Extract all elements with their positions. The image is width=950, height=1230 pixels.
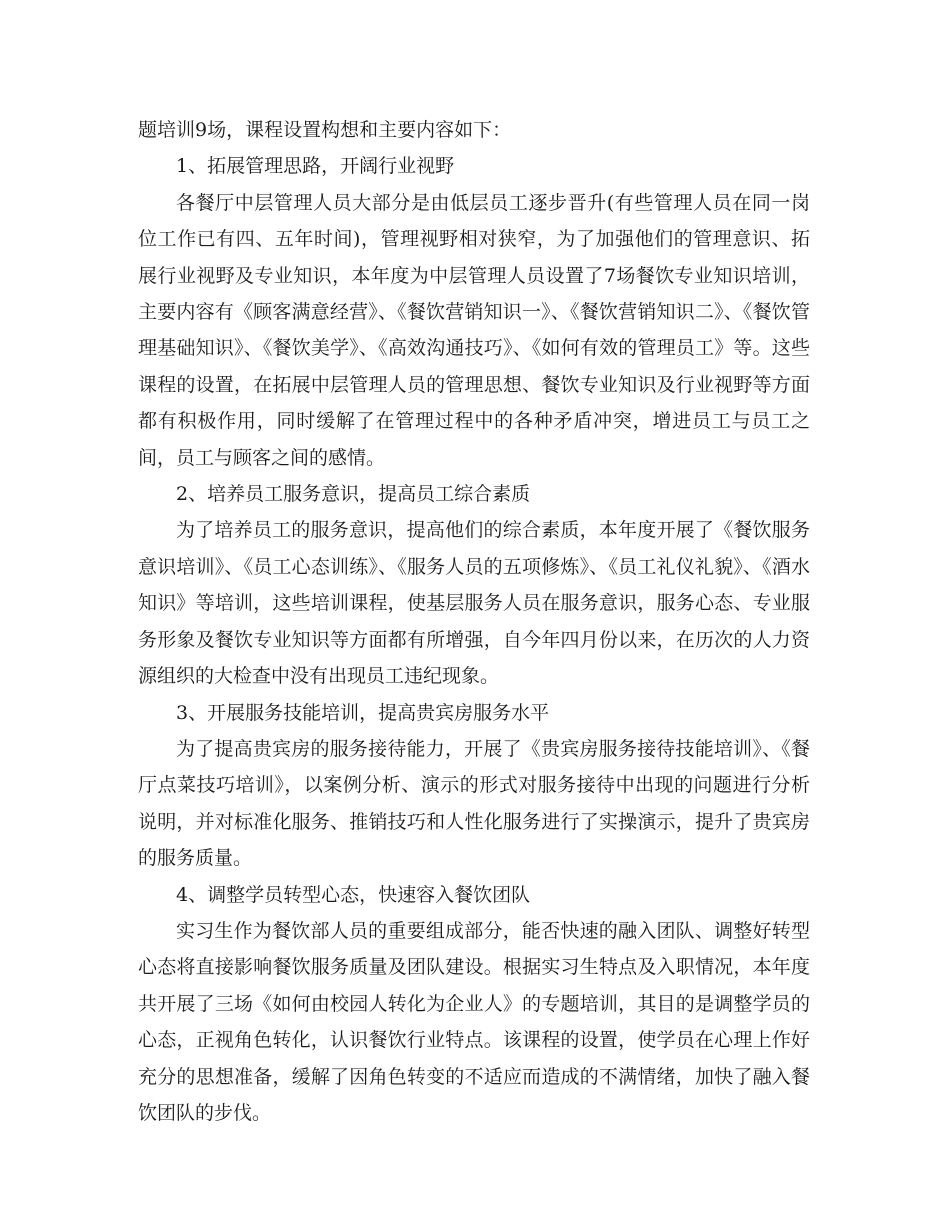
paragraph-section-3: 为了提高贵宾房的服务接待能力，开展了《贵宾房服务接待技能培训》、《餐厅点菜技巧培训》，以案例分析、演示的形式对服务接待中出现的问题进行分析说明，并对标准化服务、推销技巧和人性化服务进行了实操演示，提升了贵宾房的服务质量。 xyxy=(138,737,810,870)
paragraph-intro-continuation: 题培训9场，课程设置构想和主要内容如下： xyxy=(138,119,512,141)
section-heading-3: 3、开展服务技能培训，提高贵宾房服务水平 xyxy=(176,701,550,724)
section-heading-2: 2、培养员工服务意识，提高员工综合素质 xyxy=(176,483,531,506)
paragraph-section-4: 实习生作为餐饮部人员的重要组成部分，能否快速的融入团队、调整好转型心态将直接影响餐饮服务质量及团队建设。根据实习生特点及入职情况，本年度共开展了三场《如何由校园人转化为企业人》的专题培训，其目的是调整学员的心态，正视角色转化，认识餐饮行业特点。该课程的设置，使学员在心理上作好充分的思想准备，缓解了因角色转变的不适应而造成的不满情绪，加快了融入餐饮团队的步伐。 xyxy=(138,919,810,1124)
paragraph-section-2: 为了培养员工的服务意识，提高他们的综合素质，本年度开展了《餐饮服务意识培训》、《员工心态训练》、《服务人员的五项修炼》、《员工礼仪礼貌》、《酒水知识》等培训，这些培训课程，使基层服务人员在服务意识，服务心态、专业服务形象及餐饮专业知识等方面都有所增强，自今年四月份以来，在历次的人力资源组织的大检查中没有出现员工违纪现象。 xyxy=(138,519,810,688)
paragraph-section-1: 各餐厅中层管理人员大部分是由低层员工逐步晋升(有些管理人员在同一岗位工作已有四、五年时间)，管理视野相对狭窄，为了加强他们的管理意识、拓展行业视野及专业知识，本年度为中层管理人员设置了7场餐饮专业知识培训，主要内容有《顾客满意经营》、《餐饮营销知识一》、《餐饮营销知识二》、《餐饮管理基础知识》、《餐饮美学》、《高效沟通技巧》、《如何有效的管理员工》等。这些课程的设置，在拓展中层管理人员的管理思想、餐饮专业知识及行业视野等方面都有积极作用，同时缓解了在管理过程中的各种矛盾冲突，增进员工与员工之间，员工与顾客之间的感情。 xyxy=(138,191,810,469)
section-heading-4: 4、调整学员转型心态，快速容入餐饮团队 xyxy=(176,883,531,906)
section-heading-1: 1、拓展管理思路，开阔行业视野 xyxy=(176,155,455,178)
document-page xyxy=(138,112,810,1131)
